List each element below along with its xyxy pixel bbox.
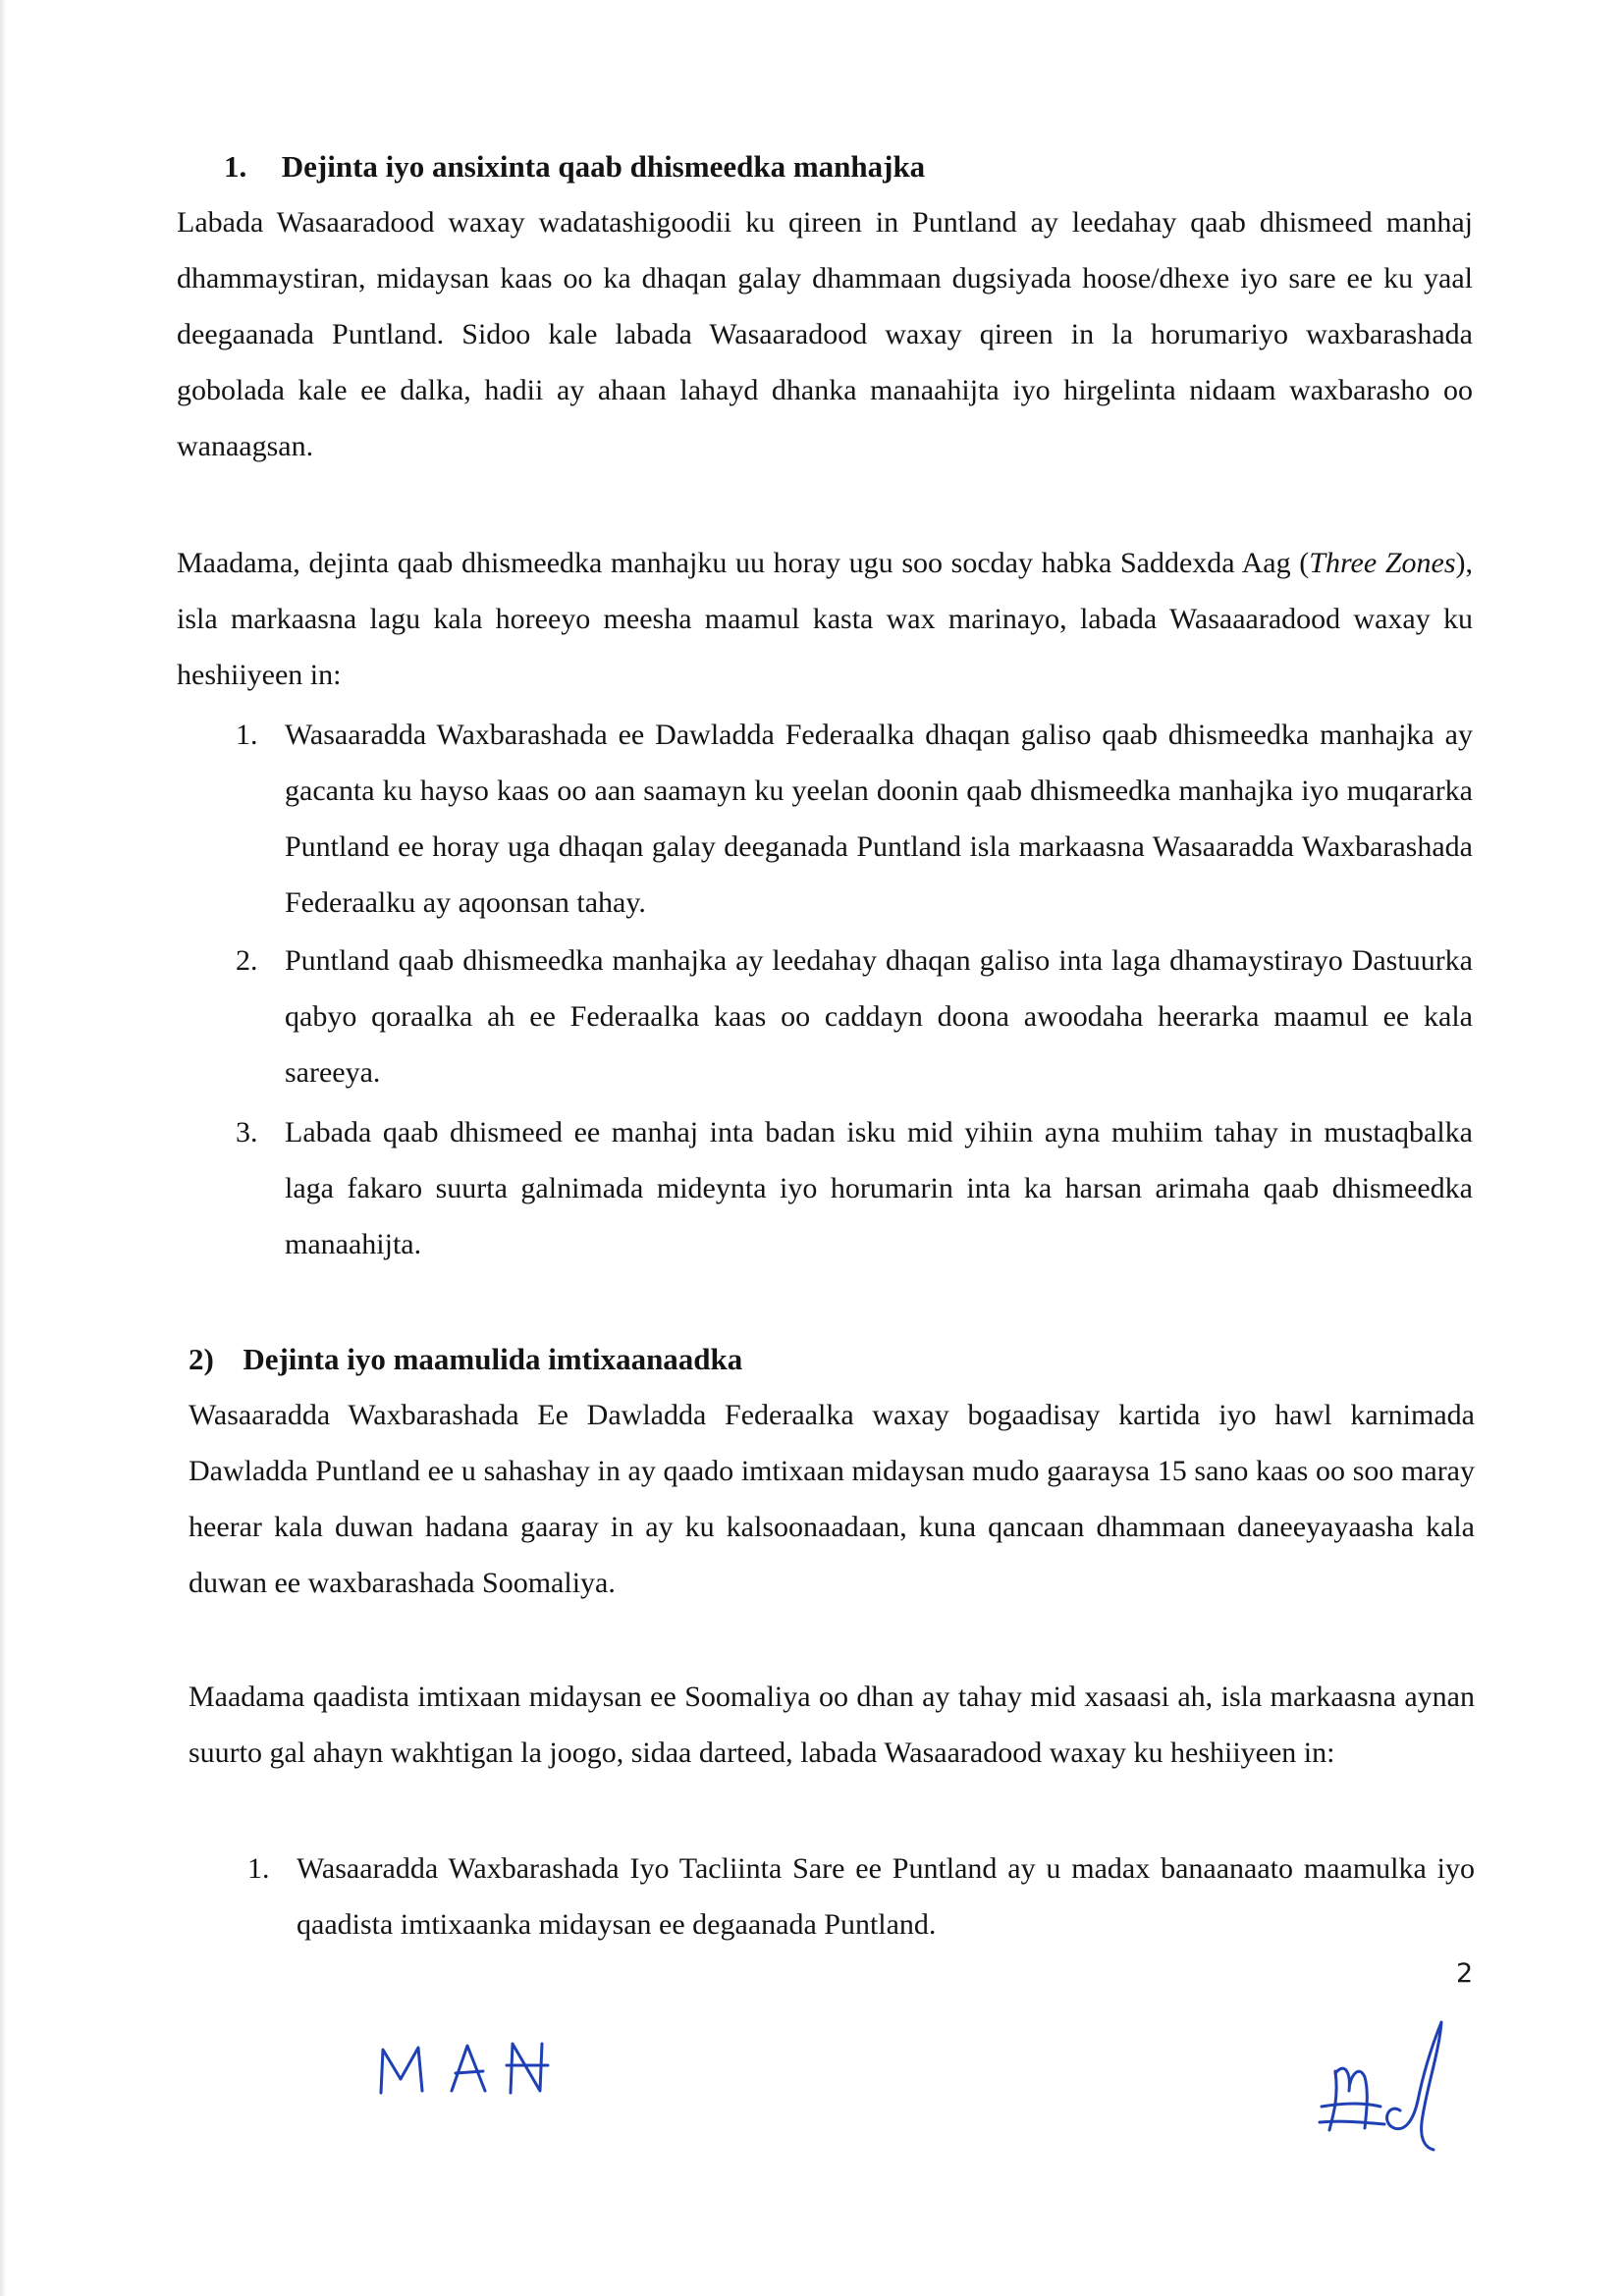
signature-initials-man <box>373 2022 579 2110</box>
signature-scribble <box>1316 2012 1463 2155</box>
section-2-item-1-number: 1. <box>247 1852 270 1885</box>
section-2-paragraph-2-text: Maadama qaadista imtixaan midaysan ee Soomaliya oo dhan ay tahay mid xasaasi ah, isla markaasna aynan suurto gal ahayn wakhtigan la joogo, sidaa darteed, labada Wasaaradood waxay ku heshiiyeen in: <box>189 1681 1475 1769</box>
section-1-item-2: Puntland qaab dhismeedka manhajka ay leedahay dhaqan galiso inta laga dhamaystirayo Dastuurka qabyo qoraalka ah ee Federaalka kaas oo caddayn doona awoodaha heerarka maamul ee kala sareeya. <box>285 944 1473 1089</box>
section-1-item-1: Wasaaradda Waxbarashada ee Dawladda Federaalka dhaqan galiso qaab dhismeedka manhajka ay gacanta ku hayso kaas oo aan saamayn ku yeelan doonin qaab dhismeedka manhajka iyo muqararka Puntland ee horay uga dhaqan galay deeganada Puntland isla markaasna Wasaaradda Waxbarashada Federaalku ay aqoonsan tahay. <box>285 719 1473 919</box>
section-1-number: 1. <box>224 149 247 184</box>
section-1-paragraph-2-text <box>177 535 1473 703</box>
section-1-paragraph-2-part-2: ), isla markaasna lagu kala horeeyo meesha maamul kasta wax marinayo, labada Wasaaaradood waxay ku heshiiyeen in: <box>177 547 1473 691</box>
page-number: 2 <box>1456 1958 1474 1989</box>
section-1-item-3: Labada qaab dhismeed ee manhaj inta badan isku mid yihiin ayna muhiim tahay in mustaqbalka laga fakaro suurta galnimada mideynta iyo horumarin inta ka harsan arimaha qaab dhismeedka manaahijta. <box>285 1116 1473 1260</box>
section-1-paragraph-2-italic: Three Zones <box>1309 547 1456 579</box>
section-1-paragraph-2 <box>177 535 1473 703</box>
section-1-paragraph-2-part-1: Maadama, dejinta qaab dhismeedka manhajku uu horay ugu soo socday habka Saddexda Aag ( <box>177 547 1310 579</box>
section-1-item-3-number: 3. <box>236 1116 258 1148</box>
section-2-number: 2) <box>189 1342 214 1376</box>
section-1-heading <box>224 147 925 187</box>
section-2-item-1: Wasaaradda Waxbarashada Iyo Tacliinta Sare ee Puntland ay u madax banaanaato maamulka iyo qaadista imtixaanka midaysan ee degaanada Puntland. <box>297 1852 1475 1941</box>
section-2-heading <box>189 1340 742 1379</box>
section-1-paragraph-1 <box>177 194 1473 474</box>
section-2-paragraph-2 <box>189 1669 1475 1781</box>
section-1-item-1-number: 1. <box>236 719 258 751</box>
section-2-title: Dejinta iyo maamulida imtixaanaadka <box>243 1342 743 1376</box>
section-2-paragraph-1-text: Wasaaradda Waxbarashada Ee Dawladda Federaalka waxay bogaadisay kartida iyo hawl karnimada Dawladda Puntland ee u sahashay in ay qaado imtixaan midaysan mudo gaaraysa 15 sano kaas oo soo maray heerar kala duwan hadana gaaray in ay ku kalsoonaadaan, kuna qancaan dhammaan daneeyayaasha kala duwan ee waxbarashada Soomaliya. <box>189 1399 1475 1599</box>
section-1-paragraph-1-text: Labada Wasaaradood waxay wadatashigoodii ku qireen in Puntland ay leedahay qaab dhismeed manhaj dhammaystiran, midaysan kaas oo ka dhaqan galay dhammaan dugsiyada hoose/dhexe iyo sare ee ku yaal deegaanada Puntland. Sidoo kale labada Wasaaradood waxay qireen in la horumariyo waxbarashada gobolada kale ee dalka, hadii ay ahaan lahayd dhanka manaahijta iyo hirgelinta nidaam waxbarasho oo wanaagsan. <box>177 206 1473 462</box>
section-2-paragraph-1 <box>189 1387 1475 1611</box>
section-1-item-2-number: 2. <box>236 944 258 977</box>
page-edge-shadow <box>0 0 6 2296</box>
section-1-title: Dejinta iyo ansixinta qaab dhismeedka manhajka <box>281 149 926 184</box>
